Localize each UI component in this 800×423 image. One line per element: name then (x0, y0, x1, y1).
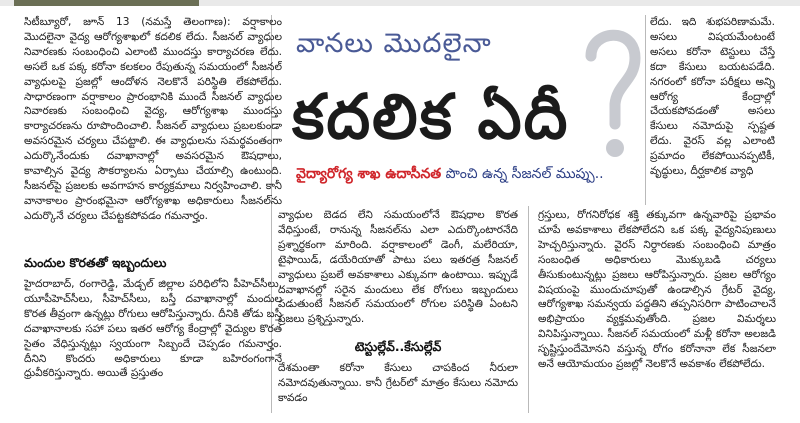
headline-tagline (296, 166, 604, 185)
article-column-1-section (24, 277, 282, 413)
article-column-3 (538, 208, 776, 413)
article-column-4 (650, 15, 775, 205)
headline-line-1: వానలు మొదలైనా (296, 28, 492, 59)
headline-line-2: కదలిక ఏదీ (292, 80, 570, 153)
previous-article-photo-strip (14, 0, 199, 6)
tagline-red-part: వైద్యారోగ్య శాఖ ఉదాసీనత (296, 166, 442, 182)
article-column-2-section (278, 361, 518, 413)
column-2-section-paragraph: దేశమంతా కరోనా కేసులు చాపకింద నీరులా నమోదవుతున్నాయి. కానీ గ్రేటర్‌లో మాత్రం కేసులు నమోదు కావడం (278, 362, 518, 404)
question-mark-graphic (583, 18, 643, 164)
subheading-medicine-shortage: మందుల కొరతతో ఇబ్బందులు (24, 255, 167, 270)
section-paragraph: హైదరాబాద్, రంగారెడ్డి, మేడ్చల్ జిల్లాల పరిధిలోని పీహెచ్‌సీలు, యూపీహెచ్‌సీలు, సీహెచ్‌సీలు, బస్తీ దవాఖానాల్లో మందుల కొరత తీవ్రంగా ఉన్నట్లు రోగులు ఆరోపిస్తున్నారు. దీనికి తోడు బస్తీ దవాఖానాలకు సహా పలు ఇతర ఆరోగ్య కేంద్రాల్లో వైద్యుల కొరత సైతం వేధిస్తున్నట్లు స్వయంగా సిబ్బందే చెప్పడం గమనార్హం. దీనిని కొందరు అధికారులు కూడా బహిరంగంగానే ధ్రువీకరిస్తున్నారు. అయితే ప్రస్తుతం (24, 278, 282, 380)
article-column-2 (278, 208, 518, 336)
subheading-no-tests-no-cases: టెస్టుల్లేవ్..కేసుల్లేవ్ (354, 339, 442, 354)
column-rule (528, 206, 529, 413)
tagline-blue-part: పొంచి ఉన్న సీజనల్ ముప్పు.. (445, 166, 604, 182)
column-2-paragraph: వ్యాధుల బెడద లేని సమయంలోనే ఔషధాల కొరత వేధిస్తుంటే, రానున్న సీజనల్‌ను ఎలా ఎదుర్కొంటారనేది ప్రశ్నార్థకంగా మారింది. వర్షాకాలంలో డెంగీ, మలేరియా, టైఫాయిడ్, డయేరియాతో పాటు పలు ఇతరత్ర సీజనల్ వ్యాధులు ప్రబలే అవకాశాలు ఎక్కువగా ఉంటాయి. ఇప్పుడే దవాఖానల్లో సరైన మందులు లేక రోగులు ఇబ్బందులు పడుతుంటే సీజనల్ సమయంలో రోగుల పరిస్థితి ఏంటని ప్రజలు ప్రశ్నిస్తున్నారు. (278, 209, 518, 326)
column-4-paragraph: లేదు. ఇది శుభపరిణామమే. అసలు విషయమేంటంటే అసలు కరోనా టెస్టులు చేస్తే కదా కేసులు బయటపడేది. నగరంలో కరోనా పరీక్షలు అన్ని ఆరోగ్య కేంద్రాల్లో చేయకపోవడంతో అసలు కేసులు నమోదుపై స్పష్టత లేదు. వైరస్ వల్ల ఎలాంటి ప్రమాదం లేకపోయినప్పటికీ, వృద్ధులు, దీర్ఘకాలిక వ్యాధి (650, 16, 775, 178)
intro-paragraph: సిటీబ్యూరో, జూన్ 13 (నమస్తే తెలంగాణ): వర్షాకాలం మొదలైనా వైద్య ఆరోగ్యశాఖలో కదలిక లేదు. సీజనల్ వ్యాధుల నివారణకు సంబంధించి ఎలాంటి ముందస్తు కార్యాచరణ లేదు. అసలే ఒక పక్క కరోనా కలకలం రేపుతున్న సమయంలో సీజనల్ వ్యాధులపై ప్రజల్లో ఆందోళన నెలకొనే పరిస్థితి లేకపోలేదు. సాధారణంగా వర్షాకాలం ప్రారంభానికి ముందే సీజనల్ వ్యాధుల నివారణకు సంబంధించి వైద్య, ఆరోగ్యశాఖ ముందస్తు కార్యాచరణను రూపొందించాలి. సీజనల్ వ్యాధులు ప్రబలకుండా అవసరమైన చర్యలు చేపట్టాలి. ఈ వ్యాధులను సమర్థవంతంగా ఎదుర్కొనేందుకు దవాఖానాల్లో అవసరమైన ఔషధాలు, కావాల్సిన వైద్య సౌకర్యాలను ఏర్పాటు చేయాల్సి ఉంటుంది. సీజనల్‌పై ప్రజలకు అవగాహన కార్యక్రమాలు నిర్వహించాలి. కానీ వానాకాలం ప్రారంభమైనా ఆరోగ్యశాఖ అధికారులు సీజనల్‌ను ఎదుర్కొనే చర్యలు చేపట్టకపోవడం గమనార్హం. (24, 16, 282, 222)
column-rule (645, 15, 646, 205)
article-column-1-intro (24, 15, 282, 255)
column-3-paragraph: గ్రస్తులు, రోగనిరోధక శక్తి తక్కువగా ఉన్నవారిపై ప్రభావం చూపే అవకాశాలు లేకపోలేదని ఒక పక్క వైద్యనిపుణులు హెచ్చరిస్తున్నారు. వైరస్ నిర్ధారణకు సంబంధించి మాత్రం సంబంధిత అధికారులు మొక్కుబడి చర్యలు తీసుకుంటున్నట్లు ప్రజలు ఆరోపిస్తున్నారు. ప్రజల ఆరోగ్యం విషయంపై ముందుచూపుతో ఉండాల్సిన గ్రేటర్ వైద్య, ఆరోగ్యశాఖ సమన్వయ పద్ధతిని తప్పనిసరిగా పాటించాలనే అభిప్రాయం వ్యక్తమవుతోంది. ప్రజల విమర్శలు వినిపిస్తున్నాయి. సీజనల్ సమయంలో మళ్లీ కరోనా అలజడి సృష్టిస్తుందేమోనని వస్తున్న రోగం కరోనానా లేక సీజనలా అనే ఆయోమయం ప్రజల్లో నెలకొనే అవకాశం లేకపోలేదు. (538, 209, 776, 371)
